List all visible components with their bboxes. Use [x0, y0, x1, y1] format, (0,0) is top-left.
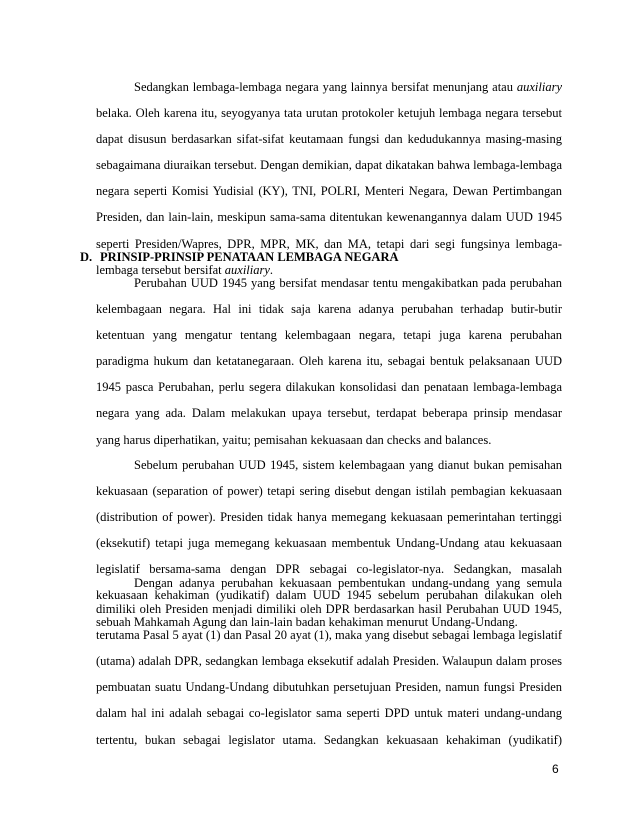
text-line: yang harus diperhatikan, yaitu; pemisahan kekuasaan dan checks and balances. — [96, 432, 492, 447]
paragraph-perubahan — [96, 270, 562, 453]
italic-term: auxiliary — [516, 80, 562, 94]
text-line: Perubahan UUD 1945 yang bersifat mendasar tentu mengakibatkan pada perubahan — [134, 276, 562, 290]
text-line: belaka. Oleh karena itu, seyogyanya tata urutan protokoler ketujuh lembaga negara tersebut — [96, 106, 562, 121]
text-line: seperti Presiden/Wapres, DPR, MPR, MK, dan MA, tetapi dari segi fungsinya lembaga- — [96, 236, 562, 251]
page-number: 6 — [552, 762, 559, 776]
text-line: legislatif bersama-sama dengan DPR sebagai co-legislator-nya. Sedangkan, masalah — [96, 562, 562, 577]
text-line: dalam hal ini adalah sebagai co-legislator sama seperti DPD untuk materi undang-undang — [96, 706, 562, 721]
text-line: dapat disusun berdasarkan sifat-sifat keutamaan fungsi dan kedudukannya masing-masing — [96, 132, 562, 147]
text-line: tertentu, bukan sebagai legislator utama. Sedangkan kekuasaan kehakiman (yudikatif) — [96, 732, 562, 747]
text-line: kekuasaan (separation of power) tetapi sering disebut dengan istilah pembagian kekuasaan — [96, 484, 562, 499]
text-line: pembuatan suatu Undang-Undang dibutuhkan persetujuan Presiden, namun fungsi Presiden — [96, 680, 562, 695]
section-letter: D. — [80, 250, 93, 264]
text-line: Presiden, dan lain-lain, meskipun sama-sama ditentukan kewenangannya dalam UUD 1945 — [96, 210, 562, 225]
section-heading — [80, 244, 399, 270]
text-line-content: Sedangkan lembaga-lembaga negara yang lainnya bersifat menunjang atau — [134, 80, 517, 94]
text-line-content: lembaga tersebut bersifat — [96, 262, 225, 277]
text-line: paradigma hukum dan ketatanegaraan. Oleh karena itu, sebagai bentuk pelaksanaan UUD — [96, 354, 562, 369]
text-line: kekuasaan kehakiman (yudikatif) dalam UUD 1945 sebelum perubahan dilakukan oleh — [96, 588, 562, 603]
text-line: negara yang ada. Dalam melakukan upaya tersebut, terdapat beberapa prinsip mendasar — [96, 406, 562, 421]
text-line: (distribution of power). Presiden tidak hanya memegang kekuasaan pemerintahan tertinggi — [96, 510, 562, 525]
text-line: ketentuan yang mengatur tentang kelembagaan negara, tetapi juga karena perubahan — [96, 328, 562, 343]
italic-term: auxiliary — [224, 262, 270, 277]
text-line: 1945 pasca Perubahan, perlu segera dilakukan konsolidasi dan penataan lembaga-lembaga — [96, 380, 562, 395]
text-line: (utama) adalah DPR, sedangkan lembaga eksekutif adalah Presiden. Walaupun dalam proses — [96, 654, 562, 669]
paragraph-dengan-adanya — [96, 570, 562, 753]
text-line: dimiliki oleh Presiden menjadi dimiliki oleh DPR berdasarkan hasil Perubahan UUD 1945, — [96, 602, 562, 617]
text-line: Dengan adanya perubahan kekuasaan pembentukan undang-undang yang semula — [134, 576, 562, 590]
text-line — [96, 74, 562, 100]
text-line: sebuah Mahkamah Agung dan lain-lain badan kehakiman menurut Undang-Undang. — [96, 614, 518, 629]
period: . — [269, 262, 274, 277]
text-line: negara seperti Komisi Yudisial (KY), TNI, POLRI, Menteri Negara, Dewan Pertimbangan — [96, 184, 562, 199]
text-line: terutama Pasal 5 ayat (1) dan Pasal 20 ayat (1), maka yang disebut sebagai lembaga legislatif — [96, 628, 562, 643]
text-line: sebagaimana diuraikan tersebut. Dengan demikian, dapat dikatakan bahwa lembaga-lembaga — [96, 158, 562, 173]
text-line: (eksekutif) tetapi juga memegang kekuasaan membentuk Undang-Undang atau kekuasaan — [96, 536, 562, 551]
text-line: Sebelum perubahan UUD 1945, sistem kelembagaan yang dianut bukan pemisahan — [134, 458, 562, 472]
text-line: kelembagaan negara. Hal ini tidak saja karena adanya perubahan terhadap butir-butir — [96, 302, 562, 317]
section-title: PRINSIP-PRINSIP PENATAAN LEMBAGA NEGARA — [100, 250, 399, 264]
